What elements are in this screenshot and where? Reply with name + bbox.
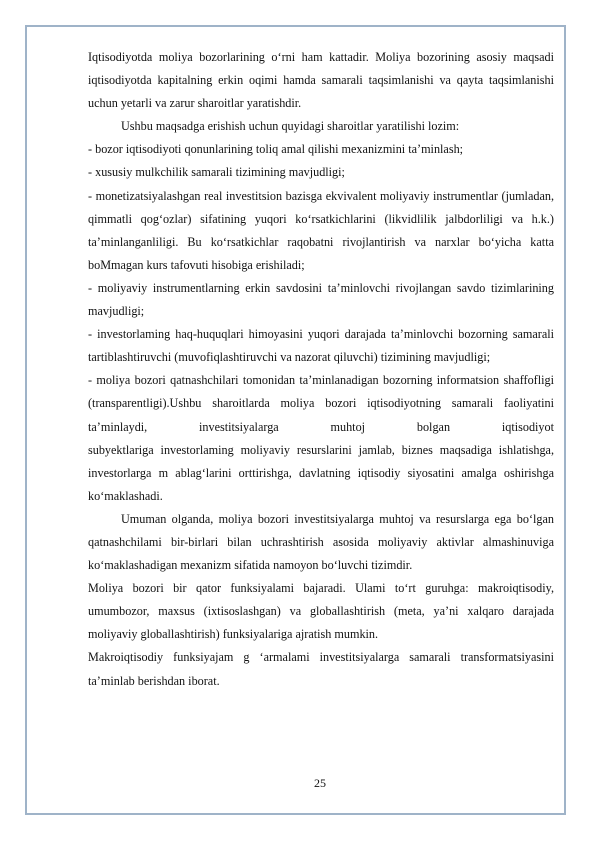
paragraph: Ushbu maqsadga erishish uchun quyidagi sharoitlar yaratilishi lozim: <box>121 119 460 134</box>
paragraph: - moliyaviy instrumentlarning erkin savdosini ta’minlovchi rivojlangan savdo tizimlarining mavjudligi; <box>88 280 554 319</box>
paragraph: - investorlaming haq-huquqlari himoyasini yuqori darajada ta’minlovchi bozorning samarali tartiblashtiruvchi (muvofiqlashtiruvchi va nazorat qiluvchi) tizimining mavjudligi; <box>88 327 554 365</box>
page-number: 25 <box>314 776 326 790</box>
paragraph: - moliya bozori qatnashchilari tomonidan ta’minlanadigan bozorning informatsion shaffofligi (transparentligi).Ushbu sharoitlarda moliya bozori iqtisodiyotning samarali faoliyatini ta’minlaydi, investitsiyalarga muhtoj bolgan iqtisodiyot <box>88 373 554 434</box>
document-body <box>88 46 554 693</box>
paragraph: Iqtisodiyotda moliya bozorlarining o‘rni ham kattadir. Moliya bozorining asosiy maqsadi iqtisodiyotda kapitalning erkin oqimi hamda samarali taqsimlanishi va qayta taqsimlanishi uchun yetarli va zarur sharoitlar yaratishdir. <box>88 50 554 111</box>
paragraph: - xususiy mulkchilik samarali tizimining mavjudligi; <box>88 165 345 180</box>
paragraph: Makroiqtisodiy funksiyajam g ‘armalami investitsiyalarga samarali transformatsiyasini ta’minlab berishdan iborat. <box>88 650 554 688</box>
paragraph: - bozor iqtisodiyoti qonunlarining toliq amal qilishi mexanizmini ta’minlash; <box>88 142 464 157</box>
paragraph: - monetizatsiyalashgan real investitsion bazisga ekvivalent moliyaviy instrumentlar (jumladan, qimmatli qog‘ozlar) sifatining yuqori ko‘rsatkichlarini (likvidlilik jalbdorliligi va h.k.) ta’minlanganliligi. Bu ko‘rsatkichlar raqobatni rivojlantirish va narxlar bo‘yicha katta boMmagan kurs tafovuti hisobiga erishiladi; <box>88 188 554 272</box>
paragraph: Umuman olganda, moliya bozori investitsiyalarga muhtoj va resurslarga ega bo‘lgan qatnashchilami bir-birlari bilan uchrashtirish asosida moliyaviy aktivlar almashinuviga ko‘maklashadigan mexanizm sifatida namoyon bo‘luvchi tizimdir. <box>88 511 554 573</box>
paragraph: Moliya bozori bir qator funksiyalami bajaradi. Ulami to‘rt guruhga: makroiqtisodiy, umumbozor, maxsus (ixtisoslashgan) va globallashtirish (meta, ya’ni xalqaro darajada moliyaviy globallashtirish) funksiyalariga ajratish mumkin. <box>88 581 554 642</box>
paragraph: subyektlariga investorlaming moliyaviy resurslarini jamlab, biznes maqsadiga ishlatishga, investorlarga m ablag‘larini orttirishga, davlatning iqtisodiy siyosatini amalga oshirishga ko‘maklashadi. <box>88 442 554 503</box>
